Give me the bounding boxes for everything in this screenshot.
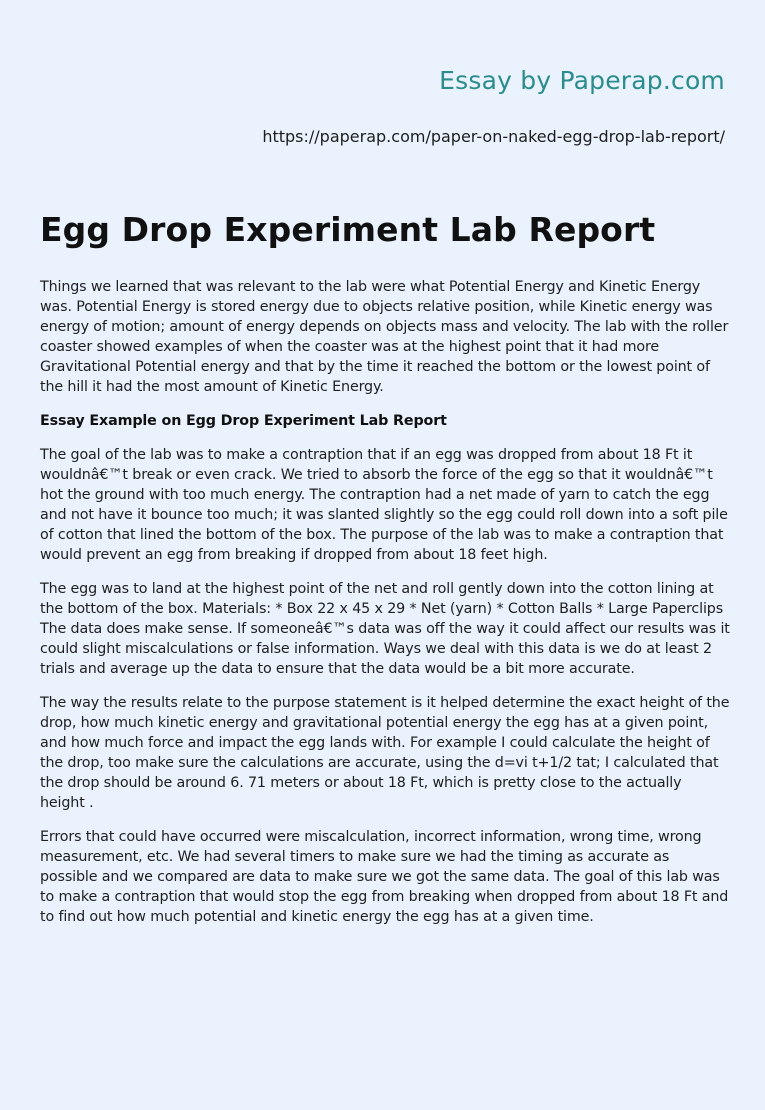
paragraph-intro: Things we learned that was relevant to the lab were what Potential Energy and Kinetic Energy was. Potential Energy is stored energy due to objects relative position, while Kinetic energy was energy of motion; amount of energy depends on objects mass and velocity. The lab with the roller coaster showed examples of when the coaster was at the highest point that it had more Gravitational Potential energy and that by the time it reached the bottom or the lowest point of the hill it had the most amount of Kinetic Energy. <box>40 279 729 395</box>
paragraph-results: The way the results relate to the purpose statement is it helped determine the exact height of the drop, how much kinetic energy and gravitational potential energy the egg has at a given point, and how much force and impact the egg lands with. For example I could calculate the height of the drop, too make sure the calculations are accurate, using the d=vi t+1/2 tat; I calculated that the drop should be around 6. 71 meters or about 18 Ft, which is pretty close to the actually height . <box>40 695 730 811</box>
paragraph-goal: The goal of the lab was to make a contraption that if an egg was dropped from about 18 Ft it wouldnâ€™t break or even crack. We tried to absorb the force of the egg so that it wouldnâ€™t hot the ground with too much energy. The contraption had a net made of yarn to catch the egg and not have it bounce too much; it was slanted slightly so the egg could roll down into a soft pile of cotton that lined the bottom of the box. The purpose of the lab was to make a contraption that would prevent an egg from breaking if dropped from about 18 feet high. <box>40 447 728 563</box>
article-title: Egg Drop Experiment Lab Report <box>40 210 656 249</box>
site-brand[interactable]: Essay by Paperap.com <box>439 66 725 95</box>
paragraph-errors: Errors that could have occurred were miscalculation, incorrect information, wrong time, wrong measurement, etc. We had several timers to make sure we had the timing as accurate as possible and we compared are data to make sure we got the same data. The goal of this lab was to make a contraption that would stop the egg from breaking when dropped from about 18 Ft and to find out how much potential and kinetic energy the egg has at a given time. <box>40 829 729 925</box>
source-url[interactable]: https://paperap.com/paper-on-naked-egg-drop-lab-report/ <box>262 127 725 146</box>
essay-example-heading: Essay Example on Egg Drop Experiment Lab Report <box>40 413 447 429</box>
paragraph-materials: The egg was to land at the highest point of the net and roll gently down into the cotton lining at the bottom of the box. Materials: * Box 22 x 45 x 29 * Net (yarn) * Cotton Balls * Large Paperclips The data does make sense. If someoneâ€™s data was off the way it could affect our results was it could slight miscalculations or false information. Ways we deal with this data is we do at least 2 trials and average up the data to ensure that the data would be a bit more accurate. <box>40 581 730 677</box>
article-body <box>40 277 730 941</box>
